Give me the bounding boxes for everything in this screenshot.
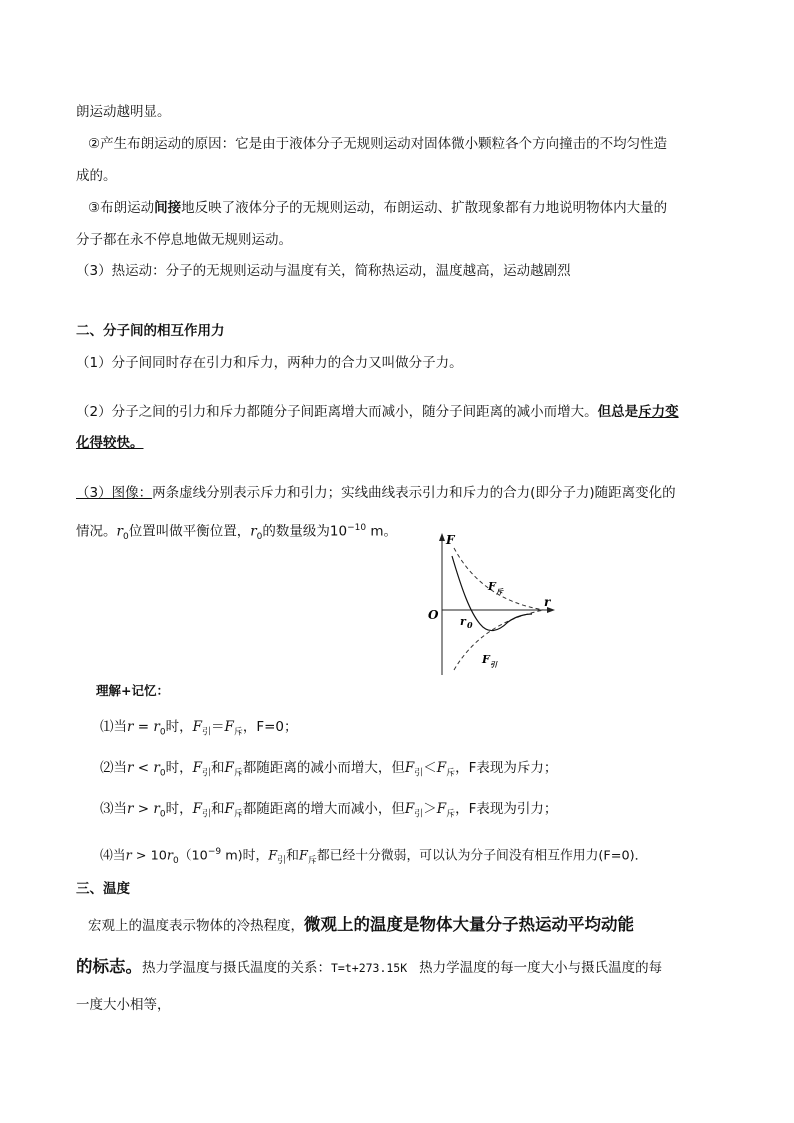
y-axis-arrow — [439, 533, 445, 541]
origin-label: O — [428, 608, 439, 622]
text-span: 情况。 — [76, 523, 117, 540]
text-span: 都已经十分微弱，可以认为分子间没有相互作用力(F=0)． — [316, 848, 648, 864]
repulsion-label: F — [488, 580, 496, 593]
math-symbol: F — [224, 801, 234, 817]
text-line — [76, 403, 679, 421]
memory-item-2 — [100, 759, 557, 783]
math-subscript: 斥 — [233, 768, 243, 779]
text-span: 和 — [210, 760, 225, 776]
math-subscript: 引 — [201, 809, 211, 820]
text-span: ⑴当 — [100, 719, 127, 735]
math-subscript: 0 — [173, 855, 179, 866]
text-span: 和 — [210, 801, 225, 817]
text-span: 都随距离的减小而增大，但 — [242, 760, 405, 776]
math-subscript: 0 — [159, 727, 166, 738]
text-span: 时， — [165, 801, 193, 817]
text-span: ，F表现为斥力； — [455, 760, 558, 776]
math-subscript: 引 — [277, 855, 287, 866]
math-symbol: r — [127, 760, 134, 776]
text-line: 一度大小相等， — [76, 997, 171, 1013]
text-line: 朗运动越明显。 — [76, 104, 171, 120]
section-heading: 二、分子间的相互作用力 — [76, 323, 225, 339]
emphasis-text: 微观上的温度是物体大量分子热运动平均动能 — [304, 915, 634, 934]
memory-item-3 — [100, 800, 557, 824]
text-line: 分子都在永不停息地做无规则运动。 — [76, 232, 292, 248]
math-symbol: F — [192, 760, 202, 776]
math-symbol: F — [268, 848, 278, 864]
math-subscript: 0 — [159, 809, 166, 820]
math-symbol: 10 — [150, 848, 167, 864]
text-span: （3）图像： — [76, 485, 153, 501]
math-symbol: 10 — [191, 848, 208, 864]
r0-label: r — [460, 615, 466, 628]
math-symbol: F — [192, 801, 202, 817]
math-subscript: 斥 — [233, 727, 243, 738]
formula-text: T=t+273.15K — [331, 961, 408, 975]
emphasis-text: 斥力变 — [638, 404, 679, 420]
memory-item-1 — [100, 718, 298, 742]
text-span: （2）分子之间的引力和斥力都随分子间距离增大而减小，随分子间距离的减小而增大。 — [76, 404, 598, 420]
text-line: （1）分子间同时存在引力和斥力，两种力的合力又叫做分子力。 — [76, 355, 463, 371]
text-span: 和 — [286, 848, 299, 864]
math-symbol: r — [153, 719, 160, 735]
math-symbol: r — [127, 719, 134, 735]
memory-title: 理解+记忆： — [96, 683, 169, 698]
math-symbol: （ — [178, 848, 192, 864]
text-line — [76, 519, 397, 546]
attraction-curve — [454, 610, 544, 670]
text-span: 热力学温度的每一度大小与摄氏温度的每 — [419, 960, 663, 976]
axis-label-r: r — [544, 595, 551, 609]
attraction-subscript: 引 — [490, 660, 497, 669]
math-superscript: −10 — [347, 523, 367, 533]
text-span: m。 — [370, 523, 398, 540]
math-symbol: F — [436, 760, 447, 776]
text-span: 时， — [165, 719, 193, 735]
text-line: （3）热运动：分子的无规则运动与温度有关，简称热运动，温度越高，运动越剧烈 — [76, 263, 571, 279]
math-subscript: 0 — [256, 532, 263, 543]
text-span: ，F表现为引力； — [455, 801, 558, 817]
math-subscript: 0 — [122, 532, 129, 543]
text-line — [88, 199, 667, 217]
text-span: ③布朗运动 — [88, 200, 155, 216]
text-line: ②产生布朗运动的原因：它是由于液体分子无规则运动对固体微小颗粒各个方向撞击的不均匀性造 — [88, 136, 668, 152]
math-symbol: F — [192, 719, 202, 735]
math-symbol: F — [224, 719, 234, 735]
text-span: ，F=0； — [242, 719, 298, 735]
section-heading: 三、温度 — [76, 881, 130, 897]
math-symbol: r — [116, 523, 123, 540]
math-symbol: > — [131, 848, 151, 864]
math-symbol: ＝ — [210, 719, 225, 735]
emphasis-text: 但总是 — [597, 404, 639, 420]
text-span: ⑵当 — [100, 760, 127, 776]
math-symbol: > — [133, 801, 154, 817]
math-subscript: 斥 — [446, 768, 456, 779]
math-symbol: = — [133, 719, 154, 735]
text-span: 热力学温度与摄氏温度的关系： — [142, 960, 331, 976]
text-span: 地反映了液体分子的无规则运动，布朗运动、扩散现象都有力地说明物体内大量的 — [181, 200, 668, 216]
math-subscript: 0 — [159, 768, 166, 779]
math-symbol: r — [153, 760, 160, 776]
math-symbol: r — [166, 848, 173, 864]
math-symbol: r — [127, 801, 134, 817]
math-subscript: 引 — [414, 809, 424, 820]
math-subscript: 引 — [414, 768, 424, 779]
text-span: ⑶当 — [100, 801, 127, 817]
axis-label-F: F — [446, 533, 455, 547]
text-line — [88, 916, 634, 935]
text-line: 成的。 — [76, 168, 117, 184]
text-span: 位置叫做平衡位置， — [128, 523, 251, 540]
text-line — [76, 958, 662, 977]
repulsion-subscript: 斥 — [496, 587, 503, 596]
math-symbol: < — [133, 760, 154, 776]
text-line — [76, 484, 676, 502]
text-span: 都随距离的增大而减小，但 — [242, 801, 405, 817]
math-symbol: F — [436, 801, 447, 817]
force-distance-graph — [422, 530, 562, 680]
text-span: ⑷当 — [100, 848, 126, 864]
math-superscript: −9 — [207, 847, 222, 857]
emphasis-text: 的标志。 — [76, 957, 142, 976]
memory-item-4 — [100, 843, 647, 870]
math-symbol: r — [125, 848, 132, 864]
r0-subscript: 0 — [467, 620, 473, 630]
math-symbol: ＜ — [423, 760, 437, 776]
text-span: 宏观上的温度表示物体的冷热程度， — [88, 918, 304, 934]
math-symbol: ＞ — [423, 801, 437, 817]
text-span: 两条虚线分别表示斥力和引力；实线曲线表示引力和斥力的合力(即分子力)随距离变化的 — [152, 485, 676, 501]
text-span: 的数量级为 — [262, 523, 330, 540]
text-span: 时， — [165, 760, 193, 776]
math-subscript: 斥 — [307, 855, 317, 866]
math-symbol: F — [224, 760, 234, 776]
text-span: m)时， — [225, 848, 269, 864]
math-symbol: F — [298, 848, 308, 864]
math-subscript: 斥 — [233, 809, 243, 820]
attraction-label: F — [482, 653, 490, 666]
math-symbol: F — [404, 760, 415, 776]
math-subscript: 引 — [201, 727, 211, 738]
math-symbol: r — [153, 801, 160, 817]
emphasis-text: 化得较快。 — [76, 435, 144, 451]
math-subscript: 斥 — [446, 809, 456, 820]
math-symbol: F — [404, 801, 415, 817]
emphasis-text: 间接 — [154, 200, 182, 216]
math-symbol: r — [250, 523, 257, 540]
math-subscript: 引 — [201, 768, 211, 779]
math-symbol: 10 — [329, 523, 348, 540]
